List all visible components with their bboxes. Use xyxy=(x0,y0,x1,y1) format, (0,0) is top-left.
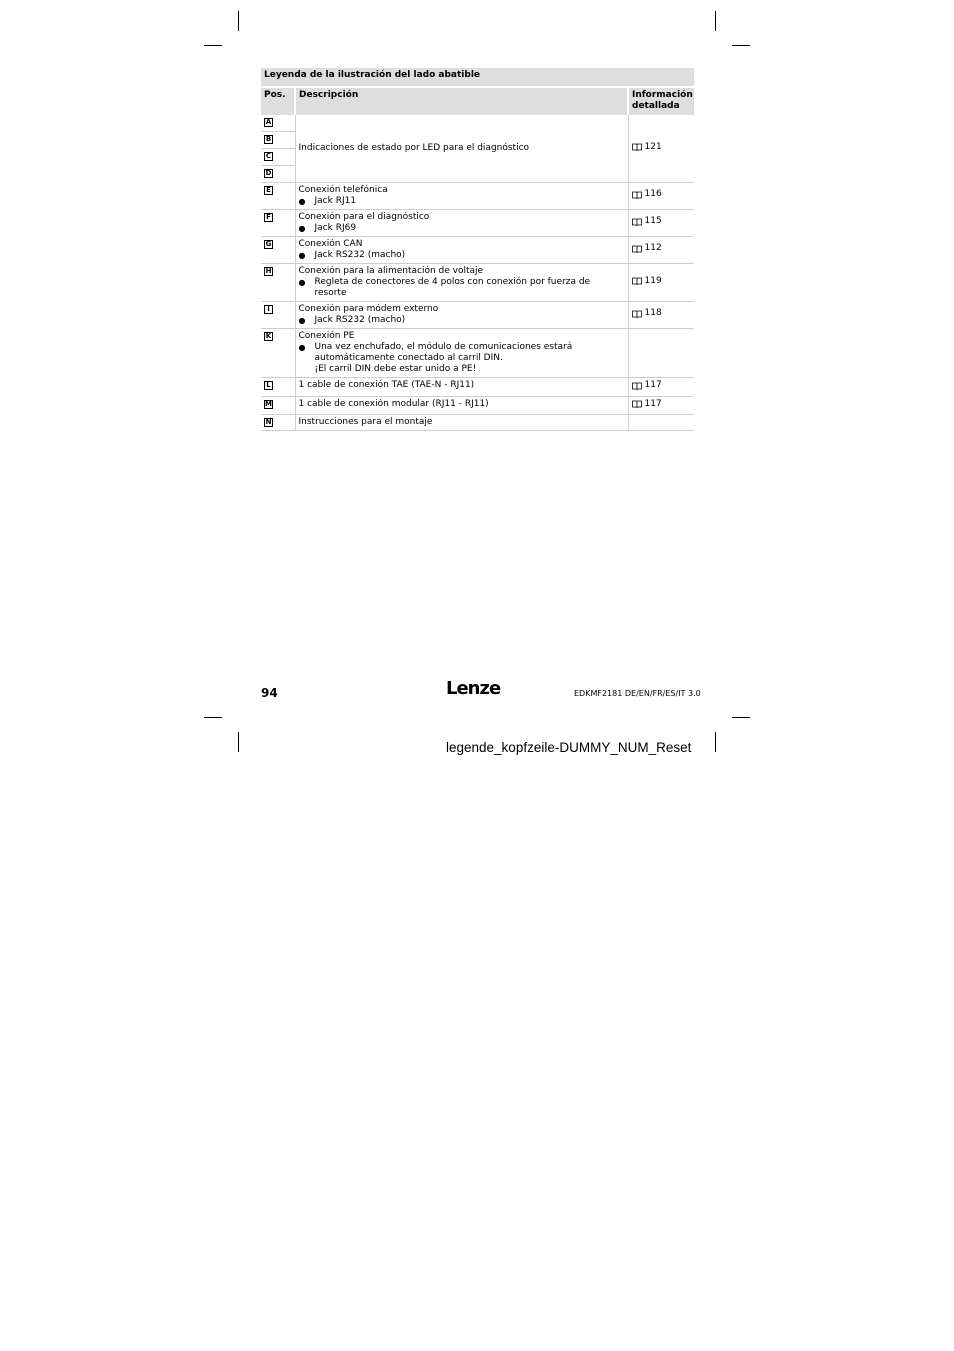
pos-label: A xyxy=(265,118,272,126)
page-reference xyxy=(628,415,694,431)
bullet-icon: ● xyxy=(298,197,306,206)
book-icon xyxy=(632,218,642,226)
pos-label: H xyxy=(265,267,272,275)
legend-table xyxy=(261,68,694,431)
row-bullet: Una vez enchufado, el módulo de comunicaciones estará automáticamente conectado al carril DIN. xyxy=(314,342,573,363)
pos-label: E xyxy=(264,186,273,195)
crop-mark xyxy=(238,732,239,752)
table-row xyxy=(261,264,694,302)
page-reference: 117 xyxy=(632,399,662,410)
header-info: Información detallada xyxy=(628,87,694,115)
bullet-icon: ● xyxy=(298,224,306,233)
pos-label: L xyxy=(264,381,273,390)
book-icon xyxy=(632,143,642,151)
page-reference: 117 xyxy=(632,380,662,391)
row-desc: 1 cable de conexión modular (RJ11 - RJ11) xyxy=(295,396,628,415)
bullet-icon: ● xyxy=(298,251,306,260)
pos-label: M xyxy=(265,399,272,408)
crop-mark xyxy=(715,732,716,752)
table-row xyxy=(261,302,694,329)
table-row xyxy=(261,378,694,397)
table-header-row xyxy=(261,87,694,115)
table-row xyxy=(261,237,694,264)
table-row xyxy=(261,396,694,415)
page-reference: 118 xyxy=(632,308,662,319)
pos-label: I xyxy=(264,305,273,314)
pos-label: D xyxy=(265,169,272,177)
row-title: Conexión para la alimentación de voltaje xyxy=(298,266,484,276)
row-bullet: Jack RS232 (macho) xyxy=(314,250,406,260)
row-title: Conexión para el diagnóstico xyxy=(298,212,430,222)
row-note: ¡El carril DIN debe estar unido a PE! xyxy=(314,364,477,374)
pos-label: C xyxy=(265,152,272,160)
book-icon xyxy=(632,191,642,199)
crop-mark xyxy=(732,717,750,718)
row-title: Conexión CAN xyxy=(298,239,363,249)
lenze-logo: Lenze xyxy=(446,678,501,699)
book-icon xyxy=(632,400,642,408)
crop-mark xyxy=(715,11,716,31)
document-reference: EDKMF2181 DE/EN/FR/ES/IT 3.0 xyxy=(574,689,701,698)
page-reference: 112 xyxy=(632,243,662,254)
table-row xyxy=(261,115,694,132)
table-row xyxy=(261,183,694,210)
pos-label: N xyxy=(265,418,272,426)
row-title: Conexión PE xyxy=(298,331,355,341)
table-caption: Leyenda de la ilustración del lado abatible xyxy=(261,68,694,87)
page-reference: 119 xyxy=(632,276,662,287)
desc-led: Indicaciones de estado por LED para el diagnóstico xyxy=(295,115,628,183)
bullet-icon: ● xyxy=(298,343,306,352)
row-desc: Instrucciones para el montaje xyxy=(295,415,628,431)
header-pos: Pos. xyxy=(261,87,295,115)
page-reference: 121 xyxy=(632,142,662,153)
bullet-icon: ● xyxy=(298,278,306,287)
book-icon xyxy=(632,277,642,285)
book-icon xyxy=(632,245,642,253)
row-title: Conexión para módem externo xyxy=(298,304,439,314)
page-reference: 115 xyxy=(632,216,662,227)
pos-label: K xyxy=(265,332,272,340)
page-reference: 116 xyxy=(632,189,662,200)
table-row xyxy=(261,415,694,431)
book-icon xyxy=(632,382,642,390)
template-note: legende_kopfzeile-DUMMY_NUM_Reset xyxy=(446,740,692,755)
crop-mark xyxy=(238,11,239,31)
page-number: 94 xyxy=(261,686,278,700)
pos-label: B xyxy=(265,135,272,143)
row-bullet: Jack RJ11 xyxy=(314,196,357,206)
pos-label: G xyxy=(265,240,272,248)
row-desc: 1 cable de conexión TAE (TAE-N - RJ11) xyxy=(295,378,628,397)
crop-mark xyxy=(732,45,750,46)
crop-mark xyxy=(204,45,222,46)
table-caption-row xyxy=(261,68,694,87)
pos-label: F xyxy=(264,213,273,222)
table-row xyxy=(261,329,694,378)
row-bullet: Jack RJ69 xyxy=(314,223,357,233)
page-reference xyxy=(628,329,694,378)
row-bullet: Regleta de conectores de 4 polos con conexión por fuerza de resorte xyxy=(314,277,591,298)
bullet-icon: ● xyxy=(298,316,306,325)
crop-mark xyxy=(204,717,222,718)
header-desc: Descripción xyxy=(295,87,628,115)
row-bullet: Jack RS232 (macho) xyxy=(314,315,406,325)
book-icon xyxy=(632,310,642,318)
row-title: Conexión telefónica xyxy=(298,185,388,195)
table-row xyxy=(261,210,694,237)
